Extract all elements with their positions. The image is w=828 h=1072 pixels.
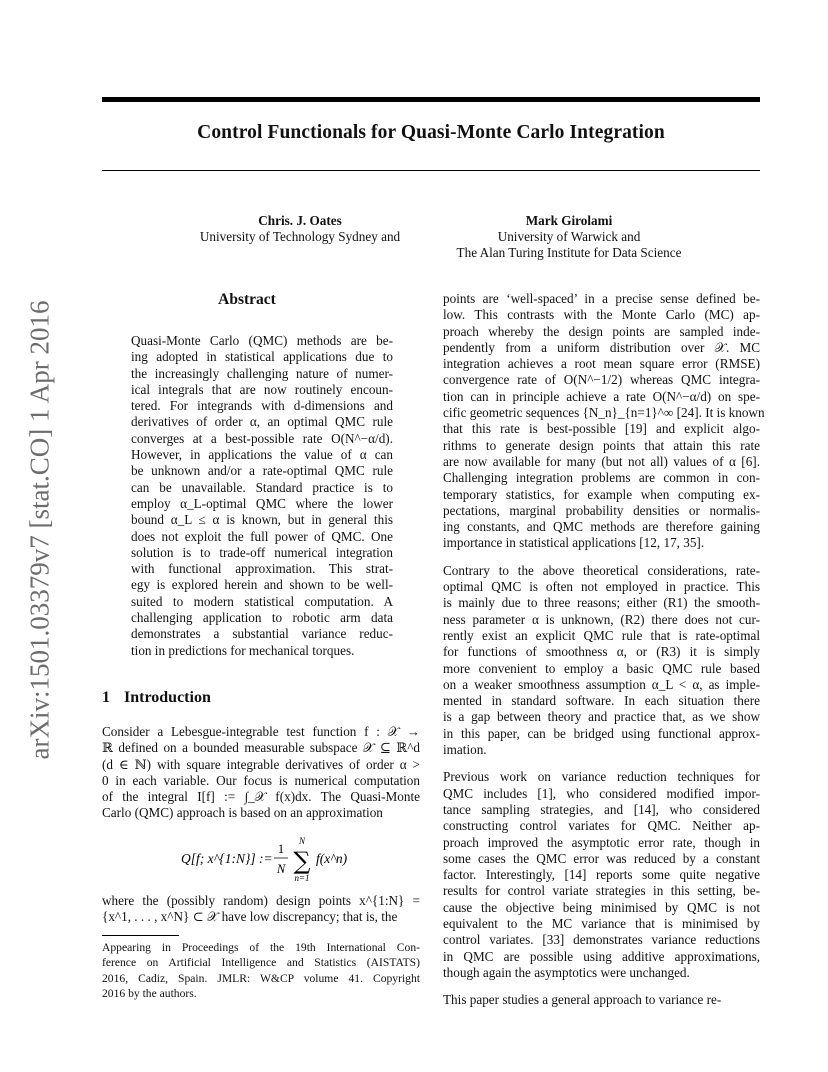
author-affiliation: The Alan Turing Institute for Data Science [456,245,682,260]
design-points-text [102,893,420,926]
section-number: 1 [102,689,110,706]
text-line: This paper studies a general approach to variance re- [443,992,722,1008]
text-line: cific geometric sequences {N_n}_{n=1}^∞ [24]. It is known [443,405,765,421]
text-line: ical integrals that are now routinely encoun- [131,381,393,397]
author-affiliation: University of Warwick and [497,229,641,244]
text-line: {x^1, . . . , x^N} ⊂ 𝒳 have low discrepancy; that is, the [102,909,398,925]
text-line: low. This contrasts with the Monte Carlo (MC) ap- [443,307,760,323]
text-line: importance in statistical applications [12, 17, 35]. [443,535,705,551]
text-line: tion can in principle achieve a rate O(N^−α/d) on spe- [443,388,760,404]
text-line: tion in predictions for mechanical torques. [131,642,355,658]
text-line: can be unavailable. Standard practice is to [131,479,393,495]
text-line: tance sampling strategies, and [14], who considered [443,801,760,817]
text-line: Consider a Lebesgue-integrable test function f : 𝒳 → [102,724,420,739]
text-line: Challenging integration problems are common in con- [443,470,760,486]
text-line: bound α_L ≤ α is known, but in general this [131,512,393,528]
footnote-rule [102,935,179,936]
text-line: Contrary to the above theoretical considerations, rate- [443,562,760,578]
section-heading [102,689,211,707]
text-line: egy is explored herein and shown to be well- [131,577,393,593]
text-line: QMC includes [1], who considered modified impor- [443,785,760,801]
text-line: derivatives of order α, an optimal QMC rule [131,414,393,430]
text-line: for functions of smoothness α, or (R3) it is simply [443,644,760,660]
text-line: Appearing in Proceedings of the 19th International Con- [102,941,420,954]
equation-term: f(x^n) [316,851,348,866]
text-line: tered. For integrands with d-dimensions and [131,398,393,414]
text-line: factor. Interestingly, [14] reports some quite negative [443,867,760,883]
text-line: though again the asymptotics were unchanged. [443,964,690,980]
text-line: ℝ defined on a bounded measurable subspace 𝒳 ⊆ ℝ^d [102,740,420,756]
author-1 [155,213,445,245]
text-line: converges at a best-possible rate O(N^−α/d). [131,430,393,446]
paragraph [443,992,760,1008]
text-line: imation. [443,742,487,758]
text-line: convergence rate of O(N^−1/2) whereas QMC integra- [443,372,760,388]
text-line: However, in applications the value of α can [131,447,393,463]
equation-denominator: N [276,862,286,876]
text-line: is a gap between theory and practice that, as we show [443,709,760,725]
sum-sign: ∑ [293,847,311,875]
text-line: in this paper, can be bridged using functional approx- [443,725,760,741]
text-line: pectations, marginal probability densities or normalis- [443,502,760,518]
text-line: solution is to trade-off numerical integration [131,544,393,560]
text-line: Quasi-Monte Carlo (QMC) methods are be- [131,333,393,348]
qmc-equation [102,836,420,884]
text-line: is mainly due to three reasons; either (R1) the smooth- [443,595,760,611]
text-line: 2016 by the authors. [102,986,197,1000]
paper-title: Control Functionals for Quasi-Monte Carlo Integration [197,122,665,143]
text-line: pendently from a uniform distribution over 𝒳. MC [443,339,760,355]
text-line: control variates. [33] demonstrates variance reductions [443,932,760,948]
title-rule-bottom [102,170,760,171]
paragraph [443,291,765,552]
text-line: proach whereby the design points are sampled inde- [443,323,760,339]
text-line: 2016, Cadiz, Spain. JMLR: W&CP volume 41. Copyright [102,971,420,985]
abstract-heading: Abstract [218,291,276,308]
text-line: are now available for many (but not all) values of α [6]. [443,453,760,469]
text-line: points are ‘well-spaced’ in a precise sense defined be- [443,291,760,306]
author-affiliation: University of Technology Sydney and [199,229,401,244]
text-line: ference on Artificial Intelligence and Statistics (AISTATS) [102,956,420,970]
paragraph [443,563,760,759]
text-line: proach improved the asymptotic error rate, though in [443,834,760,850]
sum-upper: N [298,836,306,846]
text-line: optimal QMC is often not employed in practice. This [443,579,760,595]
text-line: ing constants, and QMC methods are therefore gaining [443,519,760,535]
equation-numerator: 1 [277,842,285,856]
footnote [102,940,420,1001]
text-line: be unknown and/or a rate-optimal QMC rule [131,463,393,479]
title-rule-top [102,97,760,102]
text-line: cause the objective being minimised by QMC is not [443,899,760,915]
text-line: employ α_L-optimal QMC where the lower [131,495,393,511]
text-line: challenging application to robotic arm data [131,610,393,626]
author-name: Chris. J. Oates [258,213,342,228]
text-line: ness parameter α is unknown, (R2) there does not cur- [443,611,760,627]
text-line: temporary statistics, for example when computing ex- [443,486,760,502]
text-line: Carlo (QMC) approach is based on an approximation [102,805,383,821]
text-line: some cases the QMC error was reduced by a constant [443,850,760,866]
text-line: that this rate is best-possible [19] and explicit algo- [443,421,760,437]
text-line: rithms to generate design points that attain this rate [443,437,760,453]
text-line: with functional approximation. This strat- [131,561,393,577]
text-line: where the (possibly random) design points x^{1:N} = [102,893,420,908]
text-line: equivalent to the MC variance that is minimised by [443,915,760,931]
text-line: suited to modern statistical computation. A [131,593,393,609]
text-line: Previous work on variance reduction techniques for [443,769,760,785]
right-column [443,291,765,1008]
text-line: integration achieves a root mean square error (RMSE) [443,356,760,372]
text-line: ing adopted in statistical applications due to [131,349,393,365]
text-line: the increasingly challenging nature of numer- [131,365,393,381]
text-line: (d ∈ ℕ) with square integrable derivatives of order α > [102,756,420,772]
section-title: Introduction [124,689,211,706]
text-line: demonstrates a substantial variance reduc- [131,626,393,642]
text-line: 0 in each variable. Our focus is numerical computation [102,772,420,788]
text-line: results for control variate strategies in this setting, be- [443,883,760,899]
text-line: mented in standard software. In each situation there [443,693,760,709]
author-2 [424,213,714,261]
text-line: does not exploit the full power of QMC. One [131,528,393,544]
abstract-body [131,333,393,659]
intro-paragraph [102,724,420,822]
sum-lower: n=1 [294,873,310,883]
text-line: rently exist an explicit QMC rule that is rate-optimal [443,627,760,643]
paragraph [443,769,760,981]
equation-lhs: Q[f; x^{1:N}] := [181,851,273,866]
text-line: more convenient to employ a basic QMC rule based [443,660,760,676]
text-line: on a weaker smoothness assumption α_L < α, as imple- [443,676,760,692]
text-line: constructing control variates for QMC. Neither ap- [443,818,760,834]
text-line: in QMC are possible using additive approximations, [443,948,760,964]
author-name: Mark Girolami [525,213,613,228]
text-line: of the integral I[f] := ∫_𝒳 f(x)dx. The Quasi-Monte [102,789,420,805]
